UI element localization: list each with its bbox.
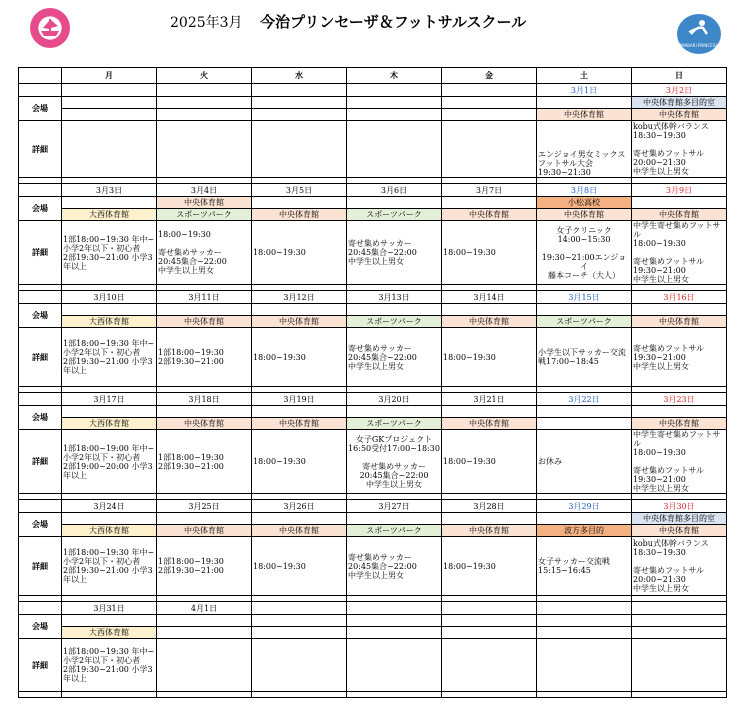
detail-sun: [632, 221, 727, 285]
detail-fri: [442, 639, 537, 692]
date-cell: 3月1日: [537, 84, 632, 97]
detail-thu: [347, 430, 442, 494]
venue-top-mon: [62, 97, 157, 109]
venue-tue: スポーツパーク: [157, 209, 252, 221]
venue-sun: 中央体育館: [632, 316, 727, 328]
schedule-month: 2025年3月: [170, 15, 243, 31]
detail-wed: [252, 537, 347, 596]
venue-fri: 中央体育館: [442, 209, 537, 221]
venue-sun: 中央体育館: [632, 525, 727, 537]
date-cell: 3月7日: [442, 184, 537, 197]
detail-text: 18:00~19:30: [253, 457, 306, 466]
date-cell: 3月26日: [252, 500, 347, 513]
venue-label: 会場: [19, 615, 62, 639]
detail-fri: [442, 430, 537, 494]
venue-top-sat: [537, 615, 632, 627]
venue-wed: 中央体育館: [252, 418, 347, 430]
detail-text: 1部18:00~19:30 年中~小学2年以下・初心者 2部19:30~21:00 小学3年以上: [63, 234, 155, 271]
venue-fri: [442, 109, 537, 121]
detail-text: 寄せ集めサッカー 20:45集合~22:00 中学生以上男女: [348, 343, 417, 371]
detail-sun: [632, 639, 727, 692]
date-cell: [62, 84, 157, 97]
venue-top-row: [19, 513, 727, 525]
date-cell: [442, 602, 537, 615]
date-label-cell: [19, 184, 62, 197]
venue-fri: 中央体育館: [442, 316, 537, 328]
detail-sat: [537, 430, 632, 494]
venue-thu: スポーツパーク: [347, 316, 442, 328]
venue-tue: [157, 627, 252, 639]
detail-fri: [442, 121, 537, 178]
venue-fri: 中央体育館: [442, 418, 537, 430]
date-row: [19, 84, 727, 97]
venue-top-sun: [632, 197, 727, 209]
venue-wed: 中央体育館: [252, 209, 347, 221]
detail-text: 小学生以下サッカー交流戦17:00~18:45: [538, 348, 626, 366]
detail-row: [19, 639, 727, 692]
date-cell: 4月1日: [157, 602, 252, 615]
venue-mon: 大西体育館: [62, 627, 157, 639]
detail-thu: [347, 328, 442, 387]
weekday-wed: 水: [252, 68, 347, 84]
venue-wed: 中央体育館: [252, 525, 347, 537]
weekday-thu: 木: [347, 68, 442, 84]
venue-top-thu: [347, 406, 442, 418]
detail-tue: [157, 537, 252, 596]
venue-top-row: [19, 615, 727, 627]
venue-thu: スポーツパーク: [347, 209, 442, 221]
detail-text: 18:00~19:30: [253, 561, 306, 571]
detail-text: 寄せ集めサッカー 20:45集合~22:00 中学生以上男女: [348, 239, 417, 266]
venue-top-wed: [252, 304, 347, 316]
venue-row: [19, 627, 727, 639]
spacer-cell: [62, 692, 157, 698]
date-cell: 3月9日: [632, 184, 727, 197]
date-cell: 3月5日: [252, 184, 347, 197]
venue-row: [19, 316, 727, 328]
date-cell: 3月11日: [157, 291, 252, 304]
venue-top-row: [19, 406, 727, 418]
venue-top-sat: 小松高校: [537, 197, 632, 209]
date-row: [19, 500, 727, 513]
venue-fri: 中央体育館: [442, 525, 537, 537]
date-cell: [347, 602, 442, 615]
detail-text: お休み: [538, 457, 562, 466]
date-cell: 3月12日: [252, 291, 347, 304]
detail-text: 18:00~19:30: [443, 248, 496, 257]
detail-text: 1部18:00~19:30 2部19:30~21:00: [158, 452, 224, 471]
date-label-cell: [19, 393, 62, 406]
venue-tue: 中央体育館: [157, 418, 252, 430]
spacer-cell: [537, 692, 632, 698]
venue-sat: [537, 418, 632, 430]
venue-tue: 中央体育館: [157, 316, 252, 328]
detail-sun: [632, 430, 727, 494]
date-cell: 3月30日: [632, 500, 727, 513]
venue-sun: 中央体育館: [632, 109, 727, 121]
date-cell: 3月29日: [537, 500, 632, 513]
venue-top-tue: 中央体育館: [157, 197, 252, 209]
venue-top-sun: [632, 406, 727, 418]
detail-wed: [252, 121, 347, 178]
date-cell: [347, 84, 442, 97]
detail-text: エンジョイ男女ミックス フットサル大会 19:30~21:30: [538, 150, 626, 177]
venue-top-sun: [632, 304, 727, 316]
date-cell: 3月27日: [347, 500, 442, 513]
detail-text: 18:00~19:30 寄せ集めサッカー 20:45集合~22:00 中学生以上男女: [158, 230, 227, 275]
date-row: [19, 393, 727, 406]
venue-top-wed: [252, 615, 347, 627]
date-cell: [252, 602, 347, 615]
venue-label: 会場: [19, 304, 62, 328]
detail-label: 詳細: [19, 430, 62, 494]
venue-sun: [632, 627, 727, 639]
venue-top-thu: [347, 513, 442, 525]
date-row: [19, 184, 727, 197]
venue-top-thu: [347, 197, 442, 209]
venue-row: [19, 109, 727, 121]
venue-top-wed: [252, 513, 347, 525]
venue-fri: [442, 627, 537, 639]
detail-text: kobu式体幹バランス 18:30~19:30 寄せ集めフットサル 20:00~21:30 中学生以上男女: [633, 122, 709, 176]
venue-sat: 波方多目的: [537, 525, 632, 537]
date-cell: 3月6日: [347, 184, 442, 197]
detail-label: 詳細: [19, 328, 62, 387]
venue-wed: 中央体育館: [252, 316, 347, 328]
detail-fri: [442, 328, 537, 387]
detail-mon: [62, 537, 157, 596]
detail-mon: [62, 639, 157, 692]
date-cell: 3月31日: [62, 602, 157, 615]
venue-top-sat: [537, 406, 632, 418]
weekday-sat: 土: [537, 68, 632, 84]
detail-thu: [347, 221, 442, 285]
spacer-cell: [632, 692, 727, 698]
date-row: [19, 602, 727, 615]
date-cell: 3月3日: [62, 184, 157, 197]
page-title: 今治プリンセーザ＆フットサルスクール: [260, 13, 527, 31]
detail-label: 詳細: [19, 221, 62, 285]
date-cell: 3月23日: [632, 393, 727, 406]
detail-text: 寄せ集めフットサル 19:30~21:00 中学生以上男女: [633, 343, 705, 371]
venue-top-mon: [62, 615, 157, 627]
venue-thu: スポーツパーク: [347, 525, 442, 537]
detail-tue: [157, 121, 252, 178]
date-cell: 3月20日: [347, 393, 442, 406]
detail-wed: [252, 221, 347, 285]
detail-sat: [537, 639, 632, 692]
venue-top-sat: [537, 513, 632, 525]
venue-mon: 大西体育館: [62, 209, 157, 221]
detail-tue: [157, 221, 252, 285]
venue-top-wed: [252, 197, 347, 209]
detail-text: 女子サッカー交流戦 15:15~16:45: [538, 557, 610, 575]
detail-row: [19, 537, 727, 596]
date-cell: 3月15日: [537, 291, 632, 304]
venue-top-mon: [62, 406, 157, 418]
date-cell: 3月14日: [442, 291, 537, 304]
detail-text: 1部18:00~19:30 2部19:30~21:00: [158, 348, 224, 366]
date-cell: 3月16日: [632, 291, 727, 304]
venue-top-sat: [537, 304, 632, 316]
detail-text: 1部18:00~19:30 年中~小学2年以下・初心者 2部19:30~21:00 小学3年以上: [63, 548, 155, 584]
venue-sun: 中央体育館: [632, 209, 727, 221]
venue-top-row: [19, 197, 727, 209]
date-cell: 3月25日: [157, 500, 252, 513]
date-cell: 3月21日: [442, 393, 537, 406]
venue-label: 会場: [19, 197, 62, 221]
detail-text: 女子クリニック 14:00~15:30 19:30~21:00エンジョイ 藤本コーチ（大人）: [541, 225, 627, 280]
venue-sun: 中央体育館: [632, 418, 727, 430]
detail-text: 中学生寄せ集めフットサル 18:00~19:30 寄せ集めフットサル 19:30~21:00 中学生以上男女: [633, 221, 721, 284]
venue-mon: 大西体育館: [62, 316, 157, 328]
date-cell: 3月8日: [537, 184, 632, 197]
detail-fri: [442, 537, 537, 596]
venue-top-mon: [62, 304, 157, 316]
venue-top-sat: [537, 97, 632, 109]
venue-label: 会場: [19, 513, 62, 537]
detail-text: 女子GKプロジェクト 16:50受付17:00~18:30 寄せ集めサッカー 20:45集合~22:00 中学生以上男女: [348, 434, 440, 489]
venue-top-row: [19, 97, 727, 109]
venue-top-row: [19, 304, 727, 316]
venue-top-mon: [62, 513, 157, 525]
club-logo: [30, 8, 70, 48]
detail-sun: [632, 121, 727, 178]
venue-wed: [252, 109, 347, 121]
spacer-row: [19, 692, 727, 698]
detail-thu: [347, 639, 442, 692]
date-label-cell: [19, 602, 62, 615]
spacer-cell: [19, 692, 62, 698]
detail-label: 詳細: [19, 639, 62, 692]
date-cell: [632, 602, 727, 615]
detail-label: 詳細: [19, 537, 62, 596]
detail-wed: [252, 430, 347, 494]
detail-text: 1部18:00~19:30 年中~小学2年以下・初心者 2部19:30~21:00 小学3年以上: [63, 339, 155, 375]
venue-top-fri: [442, 97, 537, 109]
date-cell: 3月17日: [62, 393, 157, 406]
venue-top-mon: [62, 197, 157, 209]
date-cell: 3月2日: [632, 84, 727, 97]
venue-top-thu: [347, 304, 442, 316]
date-cell: 3月24日: [62, 500, 157, 513]
detail-tue: [157, 430, 252, 494]
detail-row: [19, 121, 727, 178]
venue-top-fri: [442, 197, 537, 209]
detail-fri: [442, 221, 537, 285]
detail-mon: [62, 221, 157, 285]
venue-top-thu: [347, 615, 442, 627]
venue-top-tue: [157, 97, 252, 109]
venue-top-thu: [347, 97, 442, 109]
detail-tue: [157, 328, 252, 387]
detail-text: 18:00~19:30: [443, 561, 496, 571]
detail-sat: [537, 328, 632, 387]
venue-top-sun: [632, 615, 727, 627]
venue-top-tue: [157, 304, 252, 316]
date-row: [19, 291, 727, 304]
detail-text: 寄せ集めサッカー 20:45集合~22:00 中学生以上男女: [348, 552, 417, 580]
detail-tue: [157, 639, 252, 692]
date-cell: [442, 84, 537, 97]
date-cell: [252, 84, 347, 97]
princesa-logo-text: IMABARI PRINCESA: [679, 43, 719, 48]
detail-wed: [252, 328, 347, 387]
venue-row: [19, 209, 727, 221]
date-cell: 3月28日: [442, 500, 537, 513]
spacer-cell: [157, 692, 252, 698]
venue-thu: スポーツパーク: [347, 418, 442, 430]
detail-text: 中学生寄せ集めフットサル 18:00~19:30 寄せ集めフットサル 19:30~21:00 中学生以上男女: [633, 430, 721, 493]
venue-top-fri: [442, 615, 537, 627]
venue-top-tue: [157, 615, 252, 627]
detail-mon: [62, 328, 157, 387]
date-cell: 3月22日: [537, 393, 632, 406]
venue-wed: [252, 627, 347, 639]
date-cell: [157, 84, 252, 97]
venue-sat: [537, 627, 632, 639]
detail-thu: [347, 537, 442, 596]
date-cell: 3月4日: [157, 184, 252, 197]
detail-text: 18:00~19:30: [443, 352, 496, 362]
detail-text: 18:00~19:30: [443, 457, 496, 466]
venue-sat: スポーツパーク: [537, 316, 632, 328]
detail-text: kobu式体幹バランス 18:30~19:30 寄せ集めフットサル 20:00~21:30 中学生以上男女: [633, 539, 709, 593]
venue-mon: 大西体育館: [62, 525, 157, 537]
date-label-cell: [19, 84, 62, 97]
runner-icon: [677, 14, 721, 42]
weekday-fri: 金: [442, 68, 537, 84]
date-label-cell: [19, 500, 62, 513]
venue-row: [19, 418, 727, 430]
spacer-cell: [252, 692, 347, 698]
venue-label: 会場: [19, 97, 62, 121]
date-label-cell: [19, 291, 62, 304]
weekday-sun: 日: [632, 68, 727, 84]
detail-text: 18:00~19:30: [253, 248, 306, 257]
venue-top-wed: [252, 97, 347, 109]
princesa-logo: [677, 14, 721, 54]
detail-text: 1部18:00~19:30 年中~小学2年以下・初心者 2部19:30~21:00 小学3年以上: [63, 647, 155, 683]
detail-text: 1部18:00~19:00 年中~小学2年以下・初心者 2部19:00~20:00 小学3年以上: [63, 443, 155, 480]
header: [0, 0, 739, 62]
venue-top-fri: [442, 513, 537, 525]
detail-text: 18:00~19:30: [253, 352, 306, 362]
venue-label: 会場: [19, 406, 62, 430]
venue-sat: 中央体育館: [537, 109, 632, 121]
spacer-cell: [442, 692, 537, 698]
venue-tue: 中央体育館: [157, 525, 252, 537]
venue-top-wed: [252, 406, 347, 418]
date-cell: 3月18日: [157, 393, 252, 406]
schedule-table: [18, 67, 727, 698]
detail-mon: [62, 121, 157, 178]
venue-row: [19, 525, 727, 537]
venue-top-tue: [157, 406, 252, 418]
detail-wed: [252, 639, 347, 692]
venue-thu: [347, 627, 442, 639]
detail-label: 詳細: [19, 121, 62, 178]
detail-sun: [632, 328, 727, 387]
venue-top-fri: [442, 304, 537, 316]
venue-top-sun: 中央体育館多目的室: [632, 513, 727, 525]
venue-mon: [62, 109, 157, 121]
detail-thu: [347, 121, 442, 178]
date-cell: 3月19日: [252, 393, 347, 406]
detail-row: [19, 328, 727, 387]
detail-sat: [537, 121, 632, 178]
venue-sat: 中央体育館: [537, 209, 632, 221]
detail-sat: [537, 537, 632, 596]
date-cell: 3月10日: [62, 291, 157, 304]
date-cell: [537, 602, 632, 615]
detail-sat: [537, 221, 632, 285]
spacer-cell: [347, 692, 442, 698]
date-cell: 3月13日: [347, 291, 442, 304]
corner-cell: [19, 68, 62, 84]
venue-top-fri: [442, 406, 537, 418]
venue-tue: [157, 109, 252, 121]
weekday-mon: 月: [62, 68, 157, 84]
weekday-tue: 火: [157, 68, 252, 84]
venue-thu: [347, 109, 442, 121]
venue-mon: 大西体育館: [62, 418, 157, 430]
detail-row: [19, 221, 727, 285]
venue-top-tue: [157, 513, 252, 525]
weekday-header-row: [19, 68, 727, 84]
venue-top-sun: 中央体育館多目的室: [632, 97, 727, 109]
detail-row: [19, 430, 727, 494]
detail-mon: [62, 430, 157, 494]
detail-text: 1部18:00~19:30 2部19:30~21:00: [158, 557, 224, 575]
detail-sun: [632, 537, 727, 596]
